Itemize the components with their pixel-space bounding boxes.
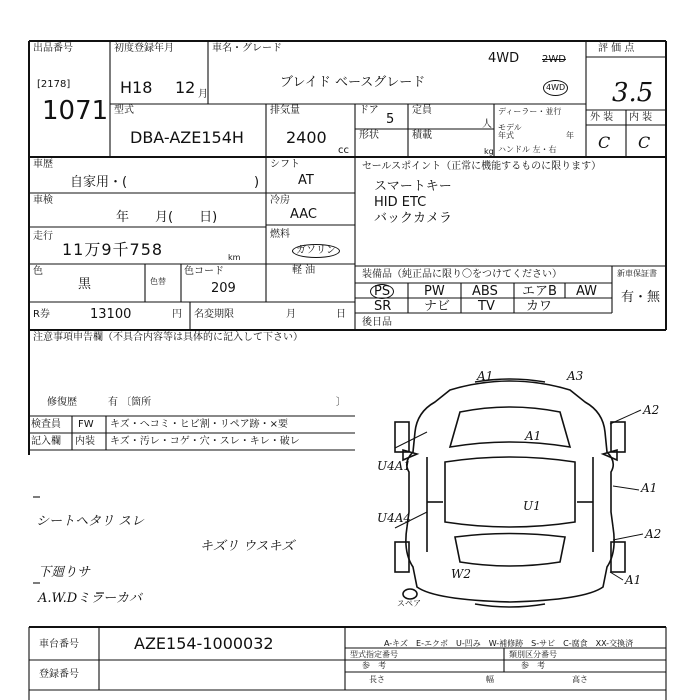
interior-row-label: 内装 bbox=[75, 436, 95, 447]
notes-label: 注意事項申告欄（不具合内容等は具体的に記入して下さい） bbox=[33, 332, 303, 343]
recycle-label: R券 bbox=[33, 309, 50, 320]
length-label: 長さ bbox=[369, 675, 385, 684]
model-year-label: モデル年式 bbox=[498, 123, 522, 140]
sales-points-label: セールスポイント（正常に機能するものに限ります） bbox=[362, 161, 602, 172]
color-code-label: 色コード bbox=[184, 266, 224, 277]
cc-unit: cc bbox=[338, 145, 349, 156]
first-registration-label: 初度登録年月 bbox=[114, 43, 174, 54]
legend-exterior: キズ・へコミ・ヒビ割・リペア跡・×要 bbox=[110, 419, 288, 430]
fuel-label: 燃料 bbox=[270, 229, 290, 240]
color-label: 色 bbox=[33, 266, 43, 277]
model-year-unit: 年 bbox=[566, 131, 574, 140]
color-value: 黒 bbox=[78, 277, 92, 292]
mark-a1-rear-right: A1 bbox=[625, 573, 642, 587]
entry-label: 記入欄 bbox=[31, 436, 61, 447]
chassis-number: AZE154-1000032 bbox=[134, 634, 274, 653]
car-name-label: 車名・グレード bbox=[212, 43, 282, 54]
equip-sr: SR bbox=[374, 299, 392, 314]
drive-circled: 4WD bbox=[543, 80, 568, 96]
note-underbody: 下廻りサ bbox=[38, 565, 91, 580]
drive-2wd: 2WD bbox=[542, 54, 566, 65]
registration-month: 12 bbox=[175, 78, 196, 97]
overall-score: 3.5 bbox=[612, 78, 654, 108]
interior-grade: C bbox=[638, 133, 651, 152]
mark-a1-right: A1 bbox=[641, 481, 658, 495]
type-spec-label: 型式指定番号 bbox=[350, 650, 398, 659]
class-number-label: 類別区分番号 bbox=[509, 650, 557, 659]
ac-value: AAC bbox=[290, 207, 317, 222]
mileage-value: 11万9千758 bbox=[62, 240, 164, 259]
model-type-label: 型式 bbox=[114, 105, 134, 116]
equip-airbag: エアB bbox=[522, 284, 557, 299]
mark-w2: W2 bbox=[451, 567, 471, 581]
fuel-diesel: 軽 油 bbox=[292, 265, 316, 276]
mark-a1-top: A1 bbox=[477, 369, 494, 383]
displacement-value: 2400 bbox=[286, 128, 327, 147]
drive-4wd: 4WD bbox=[488, 51, 520, 66]
mark-a1-hood: A1 bbox=[525, 429, 542, 443]
equipment-label: 装備品（純正品に限り〇をつけてください） bbox=[362, 269, 562, 280]
note-seat-wear: シートヘタリ スレ bbox=[36, 514, 145, 529]
shape-label: 形状 bbox=[359, 130, 379, 141]
repair-history-value: 有 〔箇所 bbox=[108, 397, 152, 408]
mark-u4a4: U4A4 bbox=[377, 511, 412, 525]
load-label: 積載 bbox=[412, 130, 432, 141]
fw-label: FW bbox=[78, 419, 94, 430]
rear-items-label: 後日品 bbox=[362, 317, 392, 328]
mark-a2-rear: A2 bbox=[645, 527, 662, 541]
mark-u1: U1 bbox=[523, 499, 541, 513]
equip-tv: TV bbox=[478, 299, 495, 314]
capacity-unit: 人 bbox=[482, 119, 492, 130]
dealer-label: ディーラー・並行 bbox=[498, 107, 562, 116]
mark-a3: A3 bbox=[567, 369, 584, 383]
lot-sub-code: [2178] bbox=[37, 79, 71, 90]
exterior-label: 外 装 bbox=[590, 112, 614, 123]
month-unit: 月 bbox=[198, 89, 208, 100]
color-code: 209 bbox=[211, 281, 236, 296]
lot-number-label: 出品番号 bbox=[33, 43, 73, 54]
note-mirror-cover: A.W.Dミラーカバ bbox=[38, 591, 142, 606]
equip-navi: ナビ bbox=[424, 299, 451, 314]
lot-number: 1071 bbox=[42, 96, 109, 126]
history-close: ) bbox=[254, 175, 260, 190]
interior-label: 内 装 bbox=[629, 112, 653, 123]
door-label: ドア bbox=[359, 105, 379, 116]
chassis-label: 車台番号 bbox=[39, 639, 79, 650]
legend-interior: キズ・汚レ・コゲ・穴・スレ・キレ・破レ bbox=[110, 436, 300, 447]
mileage-label: 走行 bbox=[33, 231, 53, 242]
door-count: 5 bbox=[386, 112, 395, 127]
equip-leather: カワ bbox=[526, 299, 553, 314]
damage-marks bbox=[355, 362, 665, 632]
history-value: 自家用・( bbox=[70, 175, 128, 190]
km-unit: km bbox=[228, 253, 241, 262]
type-spec-sub: 参 考 bbox=[362, 661, 386, 670]
name-change-label: 名変期限 bbox=[194, 309, 234, 320]
model-code: DBA-AZE154H bbox=[130, 128, 244, 147]
repair-history-close: 〕 bbox=[336, 397, 346, 408]
damage-legend: A-キズ E-エクボ U-凹み W-補修跡 S-サビ C-腐食 XX-交換済 bbox=[384, 639, 634, 648]
height-label: 高さ bbox=[572, 675, 588, 684]
mark-u4a1: U4A1 bbox=[377, 459, 412, 473]
capacity-label: 定員 bbox=[412, 105, 432, 116]
history-label: 車歴 bbox=[33, 159, 53, 170]
warranty-value: 有・無 bbox=[621, 290, 661, 305]
kg-unit: kg bbox=[484, 147, 494, 156]
shift-value: AT bbox=[298, 173, 314, 188]
inspection-label: 車検 bbox=[33, 195, 53, 206]
inspection-value: 年 月( 日) bbox=[116, 210, 218, 225]
color-change-label: 色替 bbox=[150, 277, 166, 286]
equip-pw: PW bbox=[424, 284, 445, 299]
recycle-value: 13100 bbox=[90, 307, 132, 322]
displacement-label: 排気量 bbox=[270, 105, 300, 116]
sales-point-2: HID ETC bbox=[374, 195, 427, 210]
repair-history-label: 修復歴 bbox=[47, 397, 77, 408]
score-label: 評 価 点 bbox=[598, 43, 635, 54]
exterior-grade: C bbox=[598, 133, 611, 152]
warranty-label: 新車保証書 bbox=[617, 269, 657, 278]
mark-spare: スペア bbox=[397, 599, 421, 608]
equip-ps: PS bbox=[370, 284, 394, 299]
shift-label: シフト bbox=[270, 159, 300, 170]
registration-number-label: 登録番号 bbox=[39, 669, 79, 680]
handle-label: ハンドル 左・右 bbox=[498, 145, 557, 154]
class-number-sub: 参 考 bbox=[521, 661, 545, 670]
sales-point-1: スマートキー bbox=[374, 179, 452, 194]
width-label: 幅 bbox=[486, 675, 494, 684]
equip-abs: ABS bbox=[472, 284, 498, 299]
inspector-label: 検査員 bbox=[31, 419, 61, 430]
sales-point-3: バックカメラ bbox=[374, 211, 453, 226]
equip-aw: AW bbox=[576, 284, 598, 299]
car-name: ブレイド ベースグレード bbox=[280, 75, 426, 90]
fuel-gasoline: ガソリン bbox=[292, 244, 340, 258]
mark-a2-right: A2 bbox=[643, 403, 660, 417]
recycle-unit: 円 bbox=[172, 309, 182, 320]
name-change-value: 月 日 bbox=[286, 309, 346, 320]
ac-label: 冷房 bbox=[270, 195, 290, 206]
note-scratches: キズリ ウスキズ bbox=[200, 539, 295, 554]
registration-year: H18 bbox=[120, 78, 153, 97]
